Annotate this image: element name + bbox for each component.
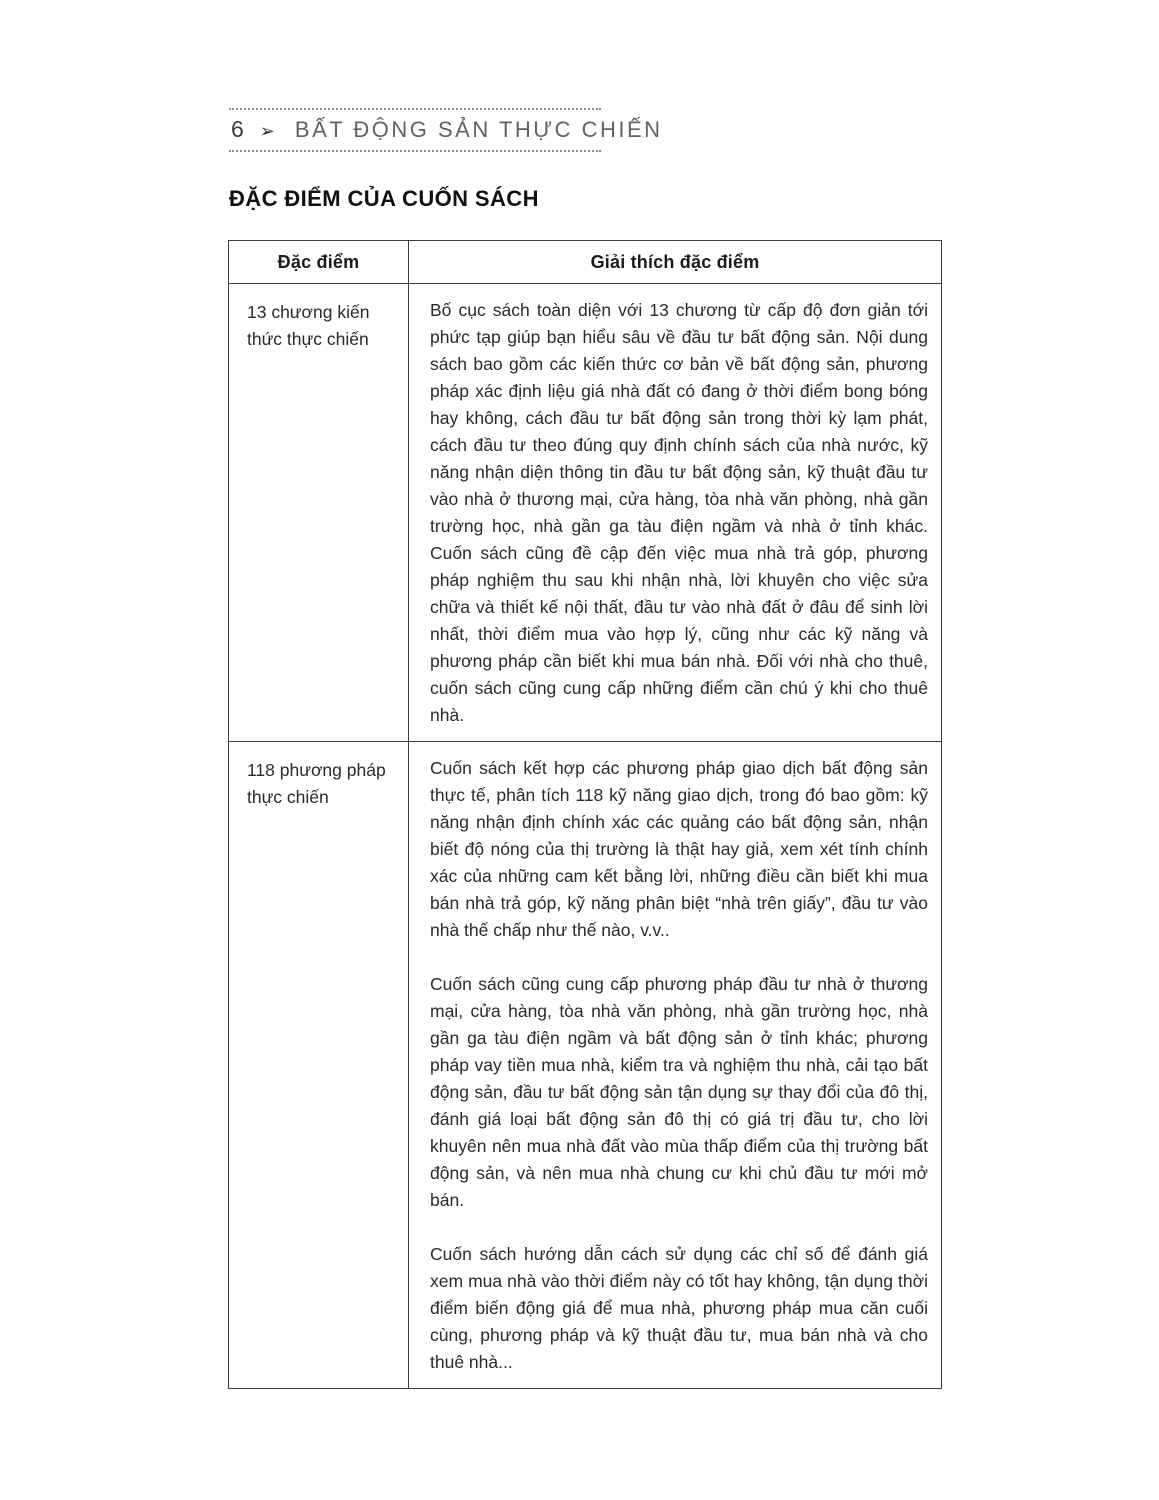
running-title: BẤT ĐỘNG SẢN THỰC CHIẾN	[294, 116, 663, 142]
table-row-chapters	[229, 284, 942, 742]
explanation-cell	[409, 284, 942, 742]
features-table	[228, 240, 942, 1389]
paragraph: Bố cục sách toàn diện với 13 chương từ cấp độ đơn giản tới phức tạp giúp bạn hiểu sâu về đầu tư bất động sản. Nội dung sách bao gồm các kiến thức cơ bản về bất động sản, phương pháp xác định liệu giá nhà đất có đang ở thời điểm bong bóng hay không, cách đầu tư bất động sản trong thời kỳ lạm phát, cách đầu tư theo đúng quy định chính sách của nhà nước, kỹ năng nhận diện thông tin đầu tư bất động sản, kỹ thuật đầu tư vào nhà ở thương mại, cửa hàng, tòa nhà văn phòng, nhà gần trường học, nhà gần ga tàu điện ngầm và nhà ở tỉnh khác. Cuốn sách cũng đề cập đến việc mua nhà trả góp, phương pháp nghiệm thu sau khi nhận nhà, lời khuyên cho việc sửa chữa và thiết kế nội thất, đầu tư vào nhà đất ở đâu để sinh lời nhất, thời điểm mua vào hợp lý, cũng như các kỹ năng và phương pháp cần biết khi mua bán nhà. Đối với nhà cho thuê, cuốn sách cũng cung cấp những điểm cần chú ý khi cho thuê nhà.	[430, 300, 928, 725]
section-title: ĐẶC ĐIỂM CỦA CUỐN SÁCH	[229, 186, 539, 211]
table-header-explanation: Giải thích đặc điểm	[409, 241, 942, 284]
feature-cell: 118 phương pháp thực chiến	[229, 742, 409, 1389]
table-header-feature: Đặc điểm	[229, 241, 409, 284]
feature-cell: 13 chương kiến thức thực chiến	[229, 284, 409, 742]
running-head	[229, 108, 663, 152]
arrowhead-icon: ➢	[259, 120, 275, 141]
paragraph: Cuốn sách kết hợp các phương pháp giao dịch bất động sản thực tế, phân tích 118 kỹ năng giao dịch, trong đó bao gồm: kỹ năng nhận định chính xác các quảng cáo bất động sản, nhận biết độ nóng của thị trường là thật hay giả, xem xét tính chính xác của những cam kết bằng lời, những điều cần biết khi mua bán nhà trả góp, kỹ năng phân biệt “nhà trên giấy”, đầu tư vào nhà thế chấp như thế nào, v.v..	[430, 758, 928, 940]
paragraph: Cuốn sách hướng dẫn cách sử dụng các chỉ số để đánh giá xem mua nhà vào thời điểm này có tốt hay không, tận dụng thời điểm biến động giá để mua nhà, phương pháp mua căn cuối cùng, phương pháp và kỹ thuật đầu tư, mua bán nhà và cho thuê nhà...	[430, 1244, 928, 1372]
explanation-cell	[409, 742, 942, 1389]
paragraph: Cuốn sách cũng cung cấp phương pháp đầu tư nhà ở thương mại, cửa hàng, tòa nhà văn phòng, nhà gần trường học, nhà gần ga tàu điện ngầm và bất động sản ở tỉnh khác; phương pháp vay tiền mua nhà, kiểm tra và nghiệm thu nhà, cải tạo bất động sản, đầu tư bất động sản tận dụng sự thay đổi của đô thị, đánh giá loại bất động sản đô thị có giá trị đầu tư, cho lời khuyên nên mua nhà đất vào mùa thấp điểm của thị trường bất động sản, và nên mua nhà chung cư khi chủ đầu tư mới mở bán.	[430, 974, 928, 1210]
table-header-row	[229, 241, 942, 284]
page-number: 6	[231, 116, 244, 142]
table-row-methods	[229, 742, 942, 1389]
